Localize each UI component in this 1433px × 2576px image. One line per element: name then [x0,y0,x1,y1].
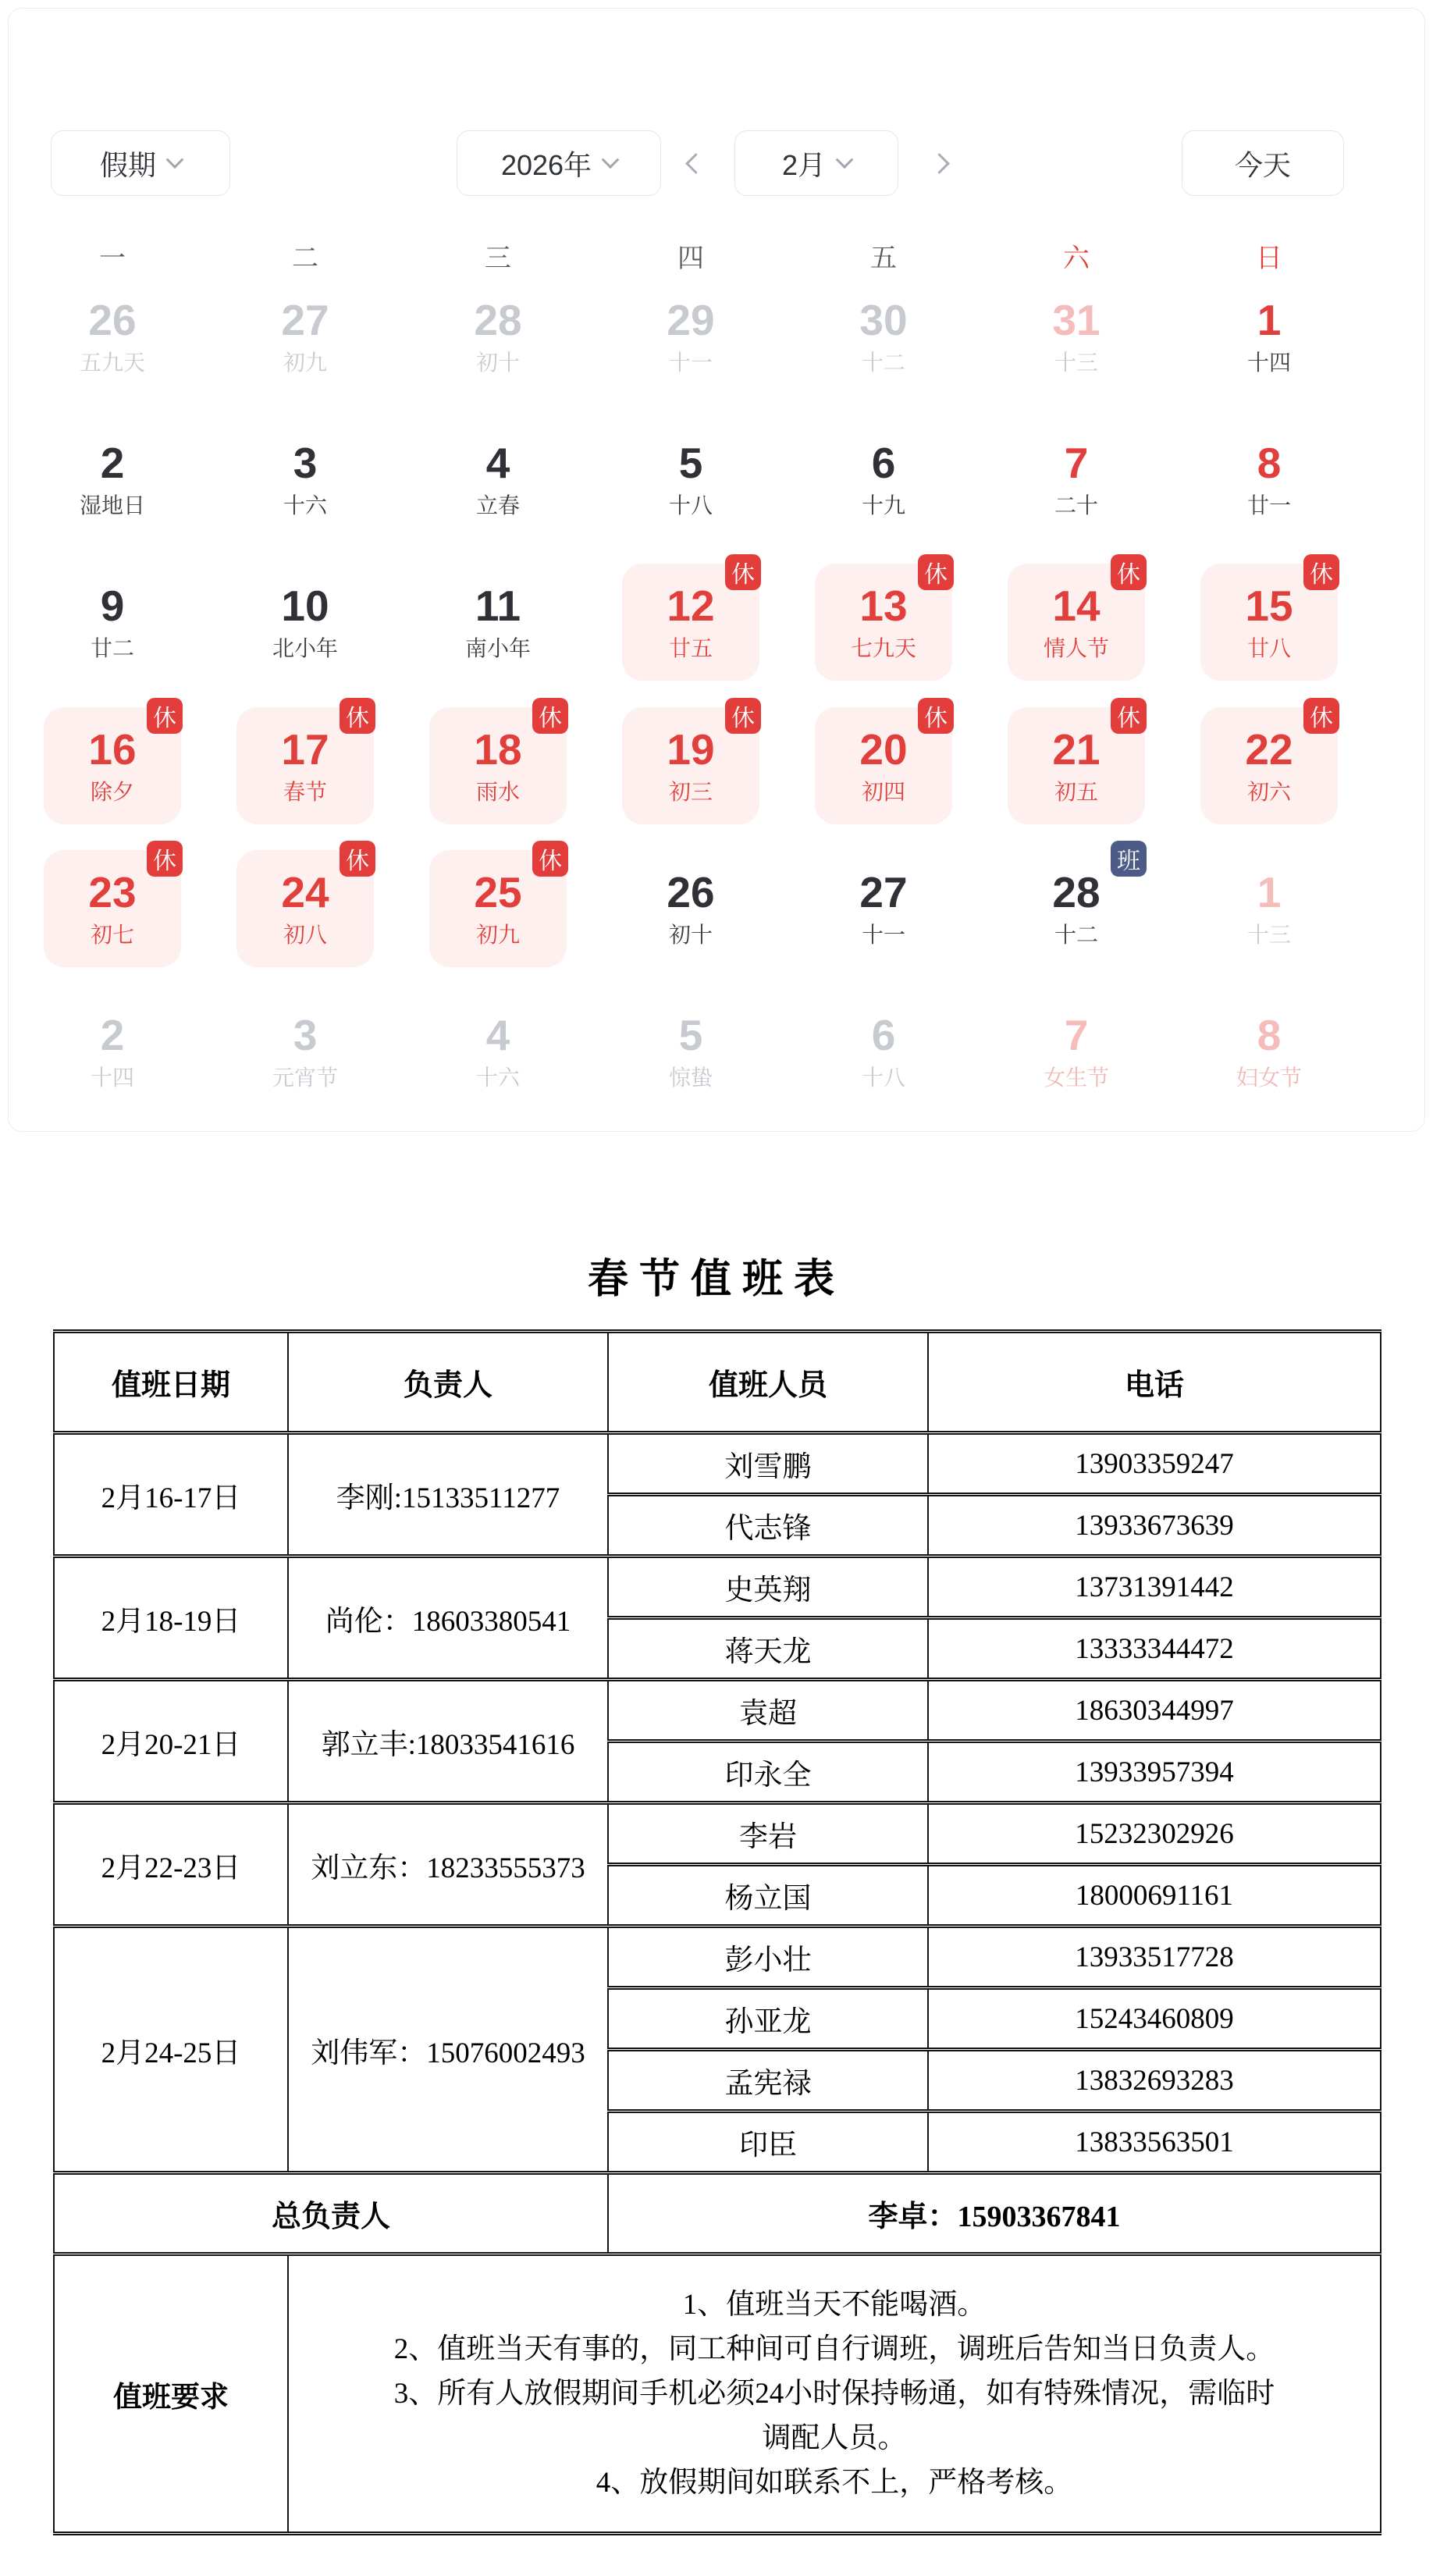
person-name-cell: 代志锋 [608,1495,928,1557]
rest-badge: 休 [147,841,183,877]
day-cell-7[interactable] [1008,993,1145,1110]
day-lunar-label: 廿一 [1246,493,1291,518]
person-phone-cell: 18000691161 [928,1865,1381,1927]
day-number: 28 [474,296,522,344]
rest-badge: 休 [1303,698,1339,734]
person-name-cell: 史英翔 [608,1557,928,1618]
rest-badge: 休 [147,698,183,734]
day-number: 4 [485,1011,510,1059]
day-lunar-label: 湿地日 [79,493,145,518]
work-badge: 班 [1111,841,1147,877]
day-number: 2 [100,1011,125,1059]
day-cell-25[interactable] [429,850,567,967]
day-number: 22 [1245,725,1293,774]
rest-badge: 休 [1111,554,1147,590]
day-lunar-label: 十六 [475,1066,520,1090]
day-lunar-label: 雨水 [475,780,520,804]
day-number: 16 [88,725,137,774]
day-number: 18 [474,725,522,774]
today-button-label: 今天 [1234,148,1291,181]
person-name-cell: 刘雪鹏 [608,1433,928,1495]
day-lunar-label: 廿八 [1246,636,1291,660]
day-cell-17[interactable] [236,707,374,824]
person-name-cell: 袁超 [608,1680,928,1742]
header-duty-date: 值班日期 [54,1332,288,1433]
header-leader: 负责人 [288,1332,608,1433]
day-cell-13[interactable] [815,564,952,681]
day-number: 1 [1257,296,1282,344]
weekday-label: 三 [485,244,511,273]
weekday-label: 二 [292,244,318,273]
rules-label-cell: 值班要求 [54,2254,288,2534]
day-number: 2 [100,439,125,487]
day-number: 3 [293,1011,318,1059]
day-lunar-label: 初三 [668,780,713,804]
day-lunar-label: 十一 [861,923,905,947]
day-lunar-label: 初五 [1054,780,1098,804]
person-phone-cell: 13833563501 [928,2112,1381,2173]
day-number: 5 [678,1011,703,1059]
day-number: 27 [859,868,908,916]
day-number: 12 [667,582,715,630]
day-cell-5[interactable] [622,993,759,1110]
roster-row [54,1557,1381,1618]
day-cell-22[interactable] [1200,707,1338,824]
day-lunar-label: 十八 [861,1066,905,1090]
person-name-cell: 彭小壮 [608,1927,928,1988]
year-select-label: 2026年 [500,148,592,181]
day-lunar-label: 十二 [1054,923,1098,947]
person-phone-cell: 15243460809 [928,1988,1381,2050]
leader-cell: 郭立丰:18033541616 [288,1680,608,1803]
day-cell-27[interactable] [815,850,952,967]
day-lunar-label: 惊蛰 [668,1066,713,1090]
day-lunar-label: 北小年 [272,636,338,660]
person-phone-cell: 13731391442 [928,1557,1381,1618]
summary-value-cell: 李卓：15903367841 [608,2173,1381,2254]
day-cell-15[interactable] [1200,564,1338,681]
day-number: 5 [678,439,703,487]
day-cell-23[interactable] [44,850,181,967]
summary-row [54,2173,1381,2254]
rule-line: 调配人员。 [762,2422,907,2454]
roster-row [54,1433,1381,1495]
day-number: 26 [667,868,715,916]
day-lunar-label: 十二 [861,350,905,375]
person-name-cell: 印臣 [608,2112,928,2173]
roster-table [53,1329,1381,2535]
rule-line: 1、值班当天不能喝酒。 [682,2289,987,2321]
person-phone-cell: 15232302926 [928,1803,1381,1865]
day-number: 6 [871,1011,896,1059]
day-lunar-label: 初九 [475,923,520,947]
day-lunar-label: 十八 [668,493,713,518]
duty-date-cell: 2月24-25日 [54,1927,288,2173]
day-cell-8[interactable] [1200,993,1338,1110]
day-lunar-label: 初七 [90,923,134,947]
day-number: 9 [100,582,125,630]
day-lunar-label: 二十 [1054,493,1098,518]
person-name-cell: 印永全 [608,1742,928,1803]
day-number: 17 [281,725,329,774]
day-cell-30[interactable] [815,278,952,395]
person-phone-cell: 13333344472 [928,1618,1381,1680]
day-cell-4[interactable] [429,421,567,538]
day-lunar-label: 南小年 [464,636,531,660]
day-lunar-label: 十三 [1054,350,1098,375]
duty-date-cell: 2月18-19日 [54,1557,288,1680]
day-number: 6 [871,439,896,487]
day-lunar-label: 十九 [861,493,905,518]
roster-row [54,1680,1381,1742]
day-number: 21 [1052,725,1101,774]
day-number: 30 [859,296,908,344]
person-phone-cell: 13933517728 [928,1927,1381,1988]
day-cell-20[interactable] [815,707,952,824]
calendar-panel [8,8,1425,1132]
day-cell-1[interactable] [1200,850,1338,967]
day-cell-26[interactable] [44,278,181,395]
rest-badge: 休 [1303,554,1339,590]
day-lunar-label: 十三 [1246,923,1291,947]
rest-badge: 休 [918,554,954,590]
rest-badge: 休 [340,698,375,734]
leader-cell: 尚伦：18603380541 [288,1557,608,1680]
day-cell-1[interactable] [1200,278,1338,395]
day-lunar-label: 七九天 [850,636,916,660]
duty-date-cell: 2月16-17日 [54,1433,288,1557]
person-phone-cell: 18630344997 [928,1680,1381,1742]
day-number: 20 [859,725,908,774]
day-number: 8 [1257,1011,1282,1059]
person-name-cell: 蒋天龙 [608,1618,928,1680]
roster-row [54,1803,1381,1865]
day-lunar-label: 十四 [90,1066,134,1090]
weekday-label: 六 [1063,244,1090,273]
person-name-cell: 孟宪禄 [608,2050,928,2112]
day-cell-31[interactable] [1008,278,1145,395]
day-lunar-label: 立春 [475,493,520,518]
day-cell-2[interactable] [44,993,181,1110]
day-cell-28[interactable] [1008,850,1145,967]
day-number: 3 [293,439,318,487]
day-lunar-label: 初十 [475,350,520,375]
day-lunar-label: 十一 [668,350,713,375]
day-cell-4[interactable] [429,993,567,1110]
person-phone-cell: 13933673639 [928,1495,1381,1557]
day-lunar-label: 五九天 [79,350,145,375]
day-number: 7 [1064,439,1089,487]
rest-badge: 休 [918,698,954,734]
day-number: 15 [1245,582,1293,630]
day-number: 14 [1052,582,1101,630]
roster-title: 春节值班表 [587,1258,845,1302]
day-number: 25 [474,868,522,916]
day-lunar-label: 春节 [283,780,327,804]
day-cell-8[interactable] [1200,421,1338,538]
day-cell-29[interactable] [622,278,759,395]
day-cell-5[interactable] [622,421,759,538]
day-lunar-label: 除夕 [90,780,134,804]
day-cell-3[interactable] [236,993,374,1110]
day-number: 27 [281,296,329,344]
roster-row [54,1927,1381,1988]
person-name-cell: 杨立国 [608,1865,928,1927]
calendar-grid [9,9,1424,1131]
day-number: 1 [1257,868,1282,916]
person-name-cell: 孙亚龙 [608,1988,928,2050]
person-phone-cell: 13903359247 [928,1433,1381,1495]
day-cell-7[interactable] [1008,421,1145,538]
day-number: 31 [1052,296,1101,344]
day-cell-6[interactable] [815,993,952,1110]
day-number: 29 [667,296,715,344]
summary-label-cell: 总负责人 [54,2173,608,2254]
day-number: 24 [281,868,329,916]
leader-cell: 刘立东：18233555373 [288,1803,608,1927]
day-number: 26 [88,296,137,344]
duty-date-cell: 2月20-21日 [54,1680,288,1803]
weekday-label: 五 [870,244,897,273]
day-cell-24[interactable] [236,850,374,967]
day-lunar-label: 妇女节 [1236,1066,1302,1090]
day-cell-16[interactable] [44,707,181,824]
roster-header-row [54,1332,1381,1433]
day-cell-2[interactable] [44,421,181,538]
rules-body-cell [288,2254,1381,2534]
day-lunar-label: 廿二 [90,636,134,660]
day-lunar-label: 初十 [668,923,713,947]
day-number: 8 [1257,439,1282,487]
day-lunar-label: 初九 [283,350,327,375]
day-cell-10[interactable] [236,564,374,681]
weekday-label: 四 [677,244,704,273]
day-lunar-label: 情人节 [1043,636,1109,660]
header-phone: 电话 [928,1332,1381,1433]
day-cell-28[interactable] [429,278,567,395]
duty-date-cell: 2月22-23日 [54,1803,288,1927]
rest-badge: 休 [1111,698,1147,734]
day-cell-9[interactable] [44,564,181,681]
day-number: 10 [281,582,329,630]
day-number: 28 [1052,868,1101,916]
rest-badge: 休 [725,554,761,590]
day-cell-14[interactable] [1008,564,1145,681]
day-number: 11 [475,582,521,630]
day-cell-6[interactable] [815,421,952,538]
rest-badge: 休 [725,698,761,734]
rule-line: 3、所有人放假期间手机必须24小时保持畅通，如有特殊情况，需临时 [393,2378,1275,2410]
day-lunar-label: 女生节 [1043,1066,1109,1090]
day-cell-12[interactable] [622,564,759,681]
month-select-label: 2月 [781,148,827,181]
day-lunar-label: 初六 [1246,780,1291,804]
leader-cell: 李刚:15133511277 [288,1433,608,1557]
rest-badge: 休 [532,698,568,734]
day-number: 7 [1064,1011,1089,1059]
weekday-label: 日 [1256,244,1282,273]
rules-row [54,2254,1381,2534]
day-lunar-label: 十六 [283,493,327,518]
weekday-label: 一 [99,244,126,273]
roster-table-body [54,1433,1381,2173]
day-cell-3[interactable] [236,421,374,538]
day-cell-19[interactable] [622,707,759,824]
day-number: 13 [859,582,908,630]
day-cell-18[interactable] [429,707,567,824]
header-duty-person: 值班人员 [608,1332,928,1433]
holiday-filter-label: 假期 [99,148,156,181]
day-lunar-label: 廿五 [668,636,713,660]
rule-line: 2、值班当天有事的，同工种间可自行调班，调班后告知当日负责人。 [393,2333,1275,2365]
day-lunar-label: 初四 [861,780,905,804]
leader-cell: 刘伟军：15076002493 [288,1927,608,2173]
day-number: 4 [485,439,510,487]
day-cell-21[interactable] [1008,707,1145,824]
day-lunar-label: 元宵节 [272,1066,338,1090]
person-phone-cell: 13933957394 [928,1742,1381,1803]
day-lunar-label: 十四 [1246,350,1291,375]
day-number: 23 [88,868,137,916]
rest-badge: 休 [532,841,568,877]
day-cell-27[interactable] [236,278,374,395]
day-lunar-label: 初八 [283,923,327,947]
day-cell-26[interactable] [622,850,759,967]
person-phone-cell: 13832693283 [928,2050,1381,2112]
day-cell-11[interactable] [429,564,567,681]
person-name-cell: 李岩 [608,1803,928,1865]
rule-line: 4、放假期间如联系不上，严格考核。 [596,2467,1073,2499]
day-number: 19 [667,725,715,774]
roster-table-wrap [53,1329,1381,2535]
rest-badge: 休 [340,841,375,877]
